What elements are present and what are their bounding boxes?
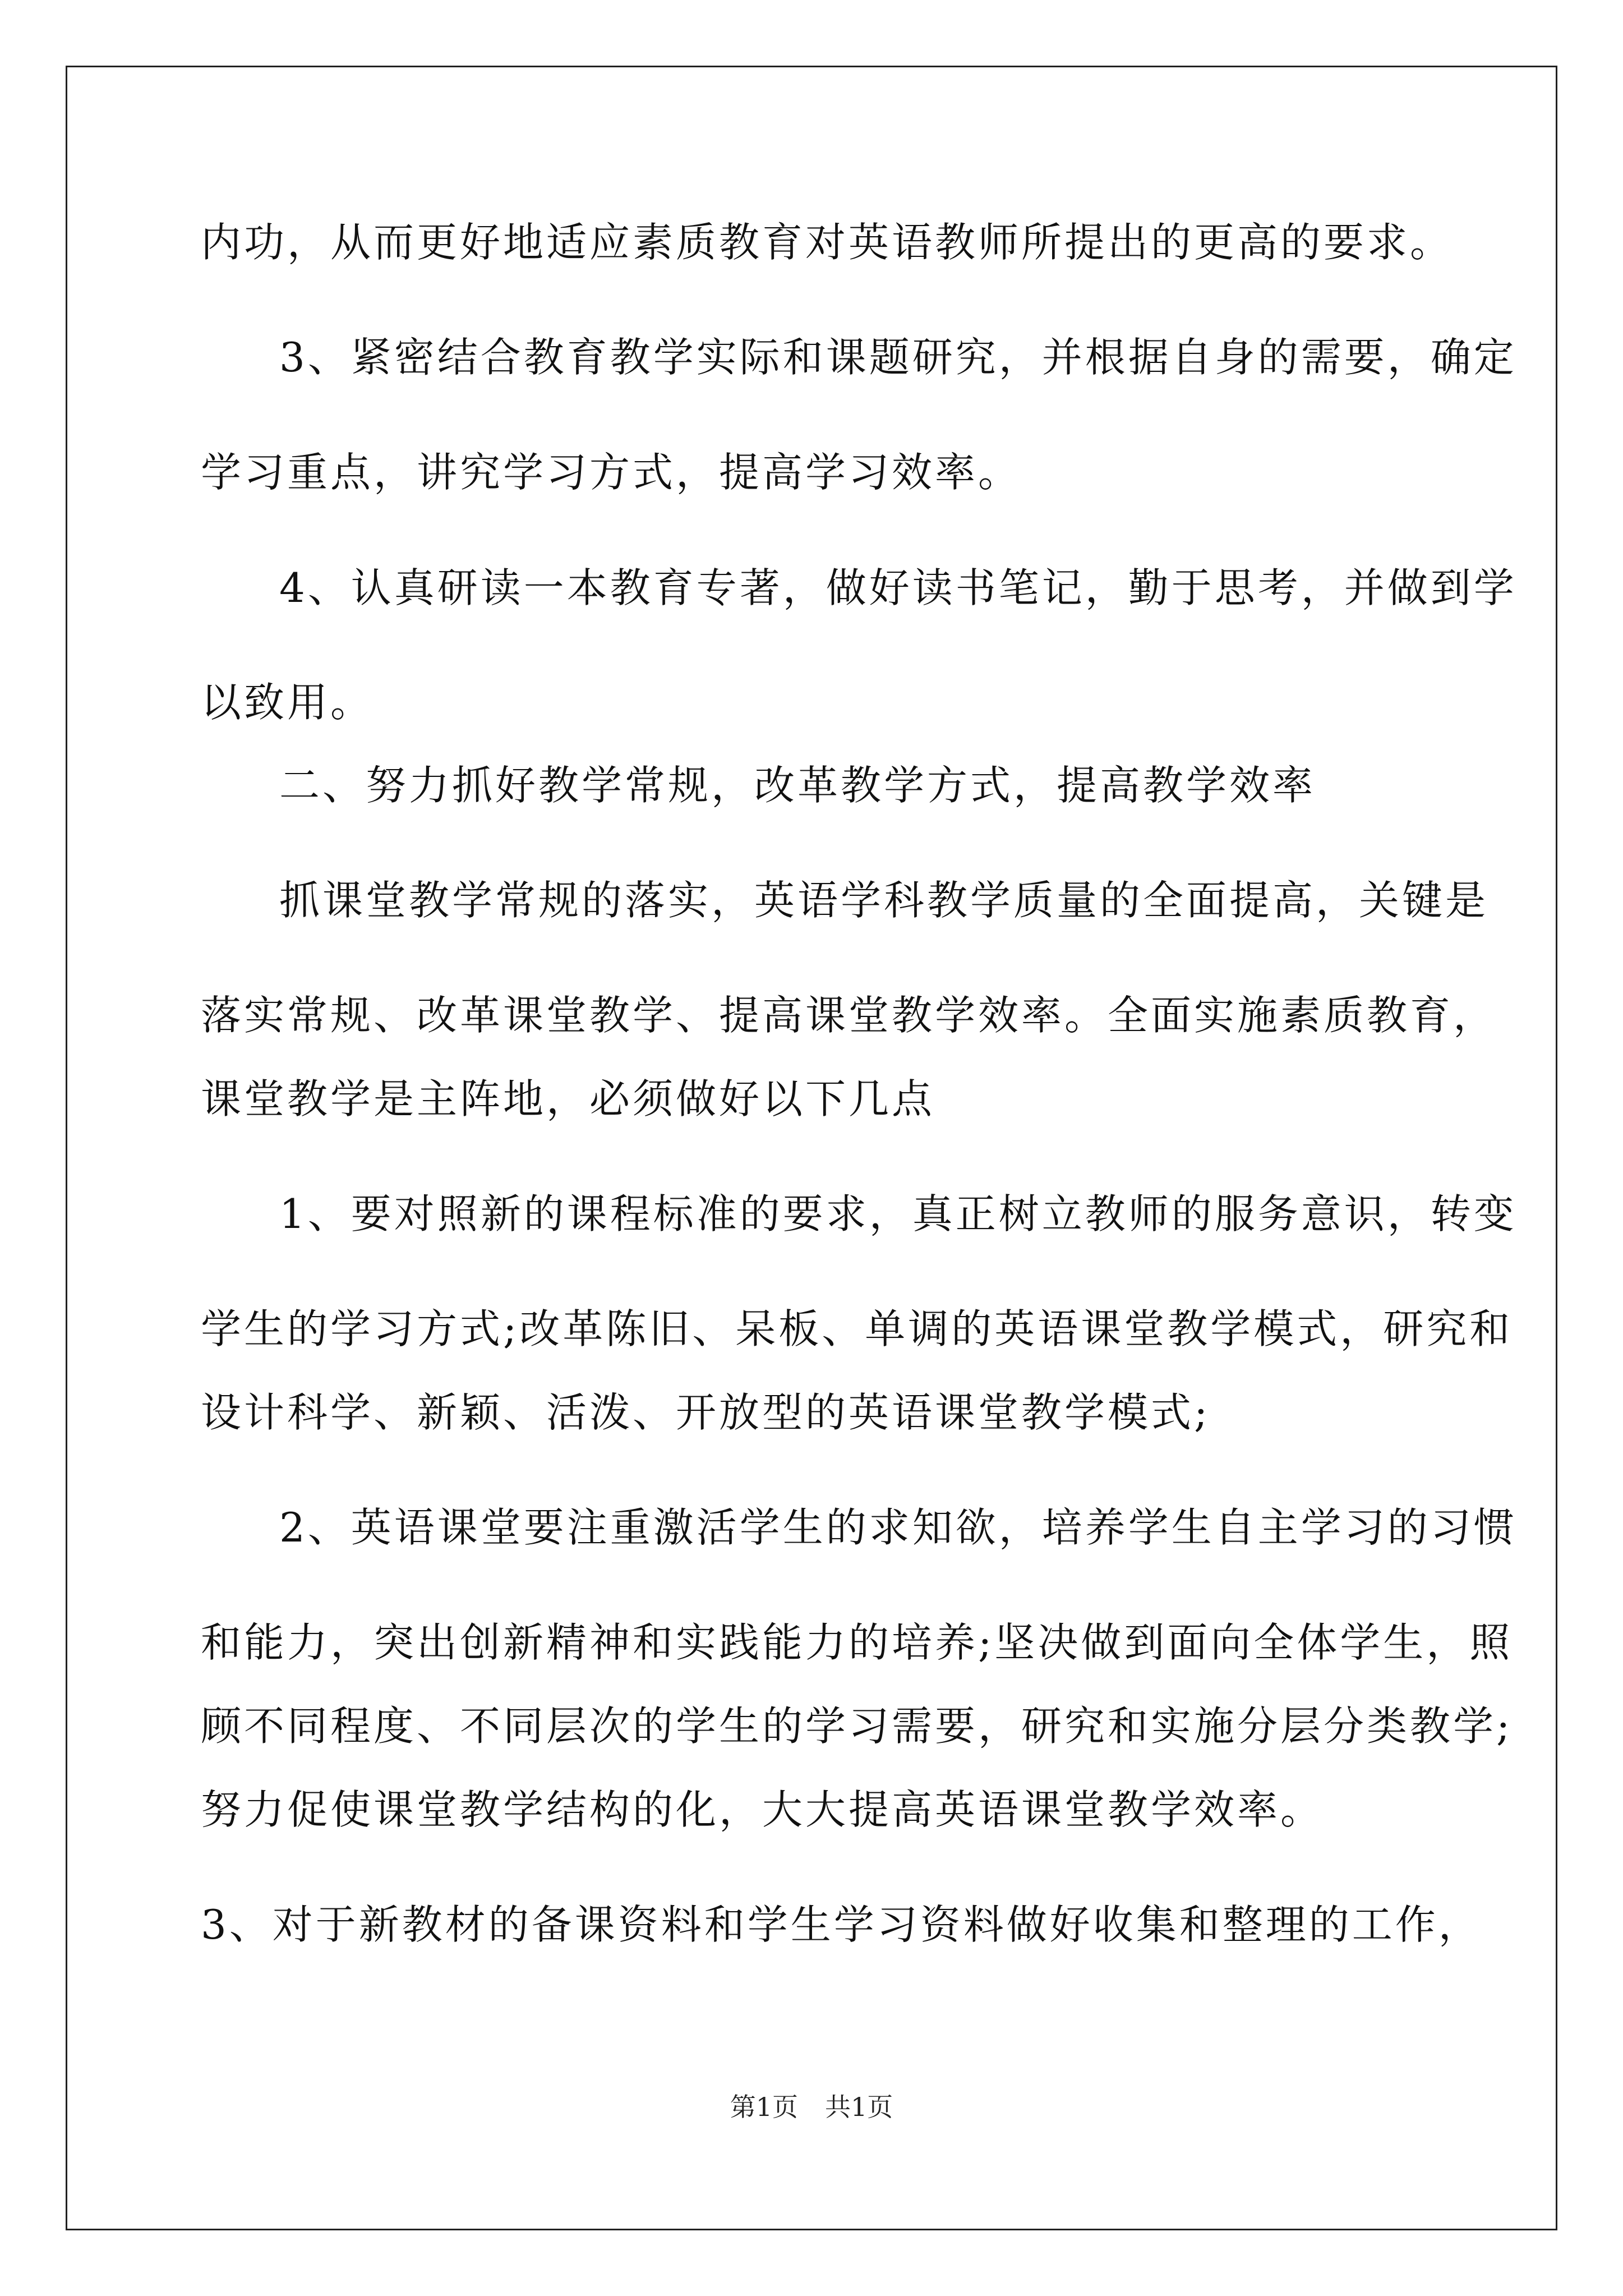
page-number: 第1页 bbox=[730, 2092, 798, 2122]
page-total: 共1页 bbox=[825, 2092, 893, 2122]
page-footer bbox=[0, 2091, 1623, 2123]
body-text-line: 学生的学习方式;改革陈旧、呆板、单调的英语课堂教学模式，研究和 bbox=[201, 1305, 1513, 1352]
section-heading: 二、努力抓好教学常规，改革教学方式，提高教学效率 bbox=[279, 762, 1316, 809]
body-text-line: 1、要对照新的课程标准的要求，真正树立教师的服务意识，转变 bbox=[279, 1190, 1517, 1237]
body-text-line: 以致用。 bbox=[201, 679, 374, 726]
body-text-line: 4、认真研读一本教育专著，做好读书笔记，勤于思考，并做到学 bbox=[279, 564, 1517, 611]
body-text-line: 3、紧密结合教育教学实际和课题研究，并根据自身的需要，确定 bbox=[279, 334, 1517, 381]
body-text-line: 落实常规、改革课堂教学、提高课堂教学效率。全面实施素质教育， bbox=[201, 992, 1497, 1039]
body-text-line: 抓课堂教学常规的落实，英语学科教学质量的全面提高，关键是 bbox=[279, 877, 1489, 924]
body-text-line: 设计科学、新颖、活泼、开放型的英语课堂教学模式; bbox=[201, 1389, 1211, 1436]
body-text-line: 内功，从而更好地适应素质教育对英语教师所提出的更高的要求。 bbox=[201, 219, 1454, 266]
body-text-line: 学习重点，讲究学习方式，提高学习效率。 bbox=[201, 449, 1022, 496]
body-text-line: 课堂教学是主阵地，必须做好以下几点 bbox=[201, 1075, 935, 1122]
body-text-line: 2、英语课堂要注重激活学生的求知欲，培养学生自主学习的习惯 bbox=[279, 1504, 1517, 1551]
body-text-line: 努力促使课堂教学结构的化，大大提高英语课堂教学效率。 bbox=[201, 1786, 1324, 1833]
body-text-line: 顾不同程度、不同层次的学生的学习需要，研究和实施分层分类教学; bbox=[201, 1703, 1513, 1750]
body-text-line: 3、对于新教材的备课资料和学生学习资料做好收集和整理的工作， bbox=[201, 1901, 1482, 1948]
body-text-line: 和能力，突出创新精神和实践能力的培养;坚决做到面向全体学生，照 bbox=[201, 1619, 1513, 1666]
